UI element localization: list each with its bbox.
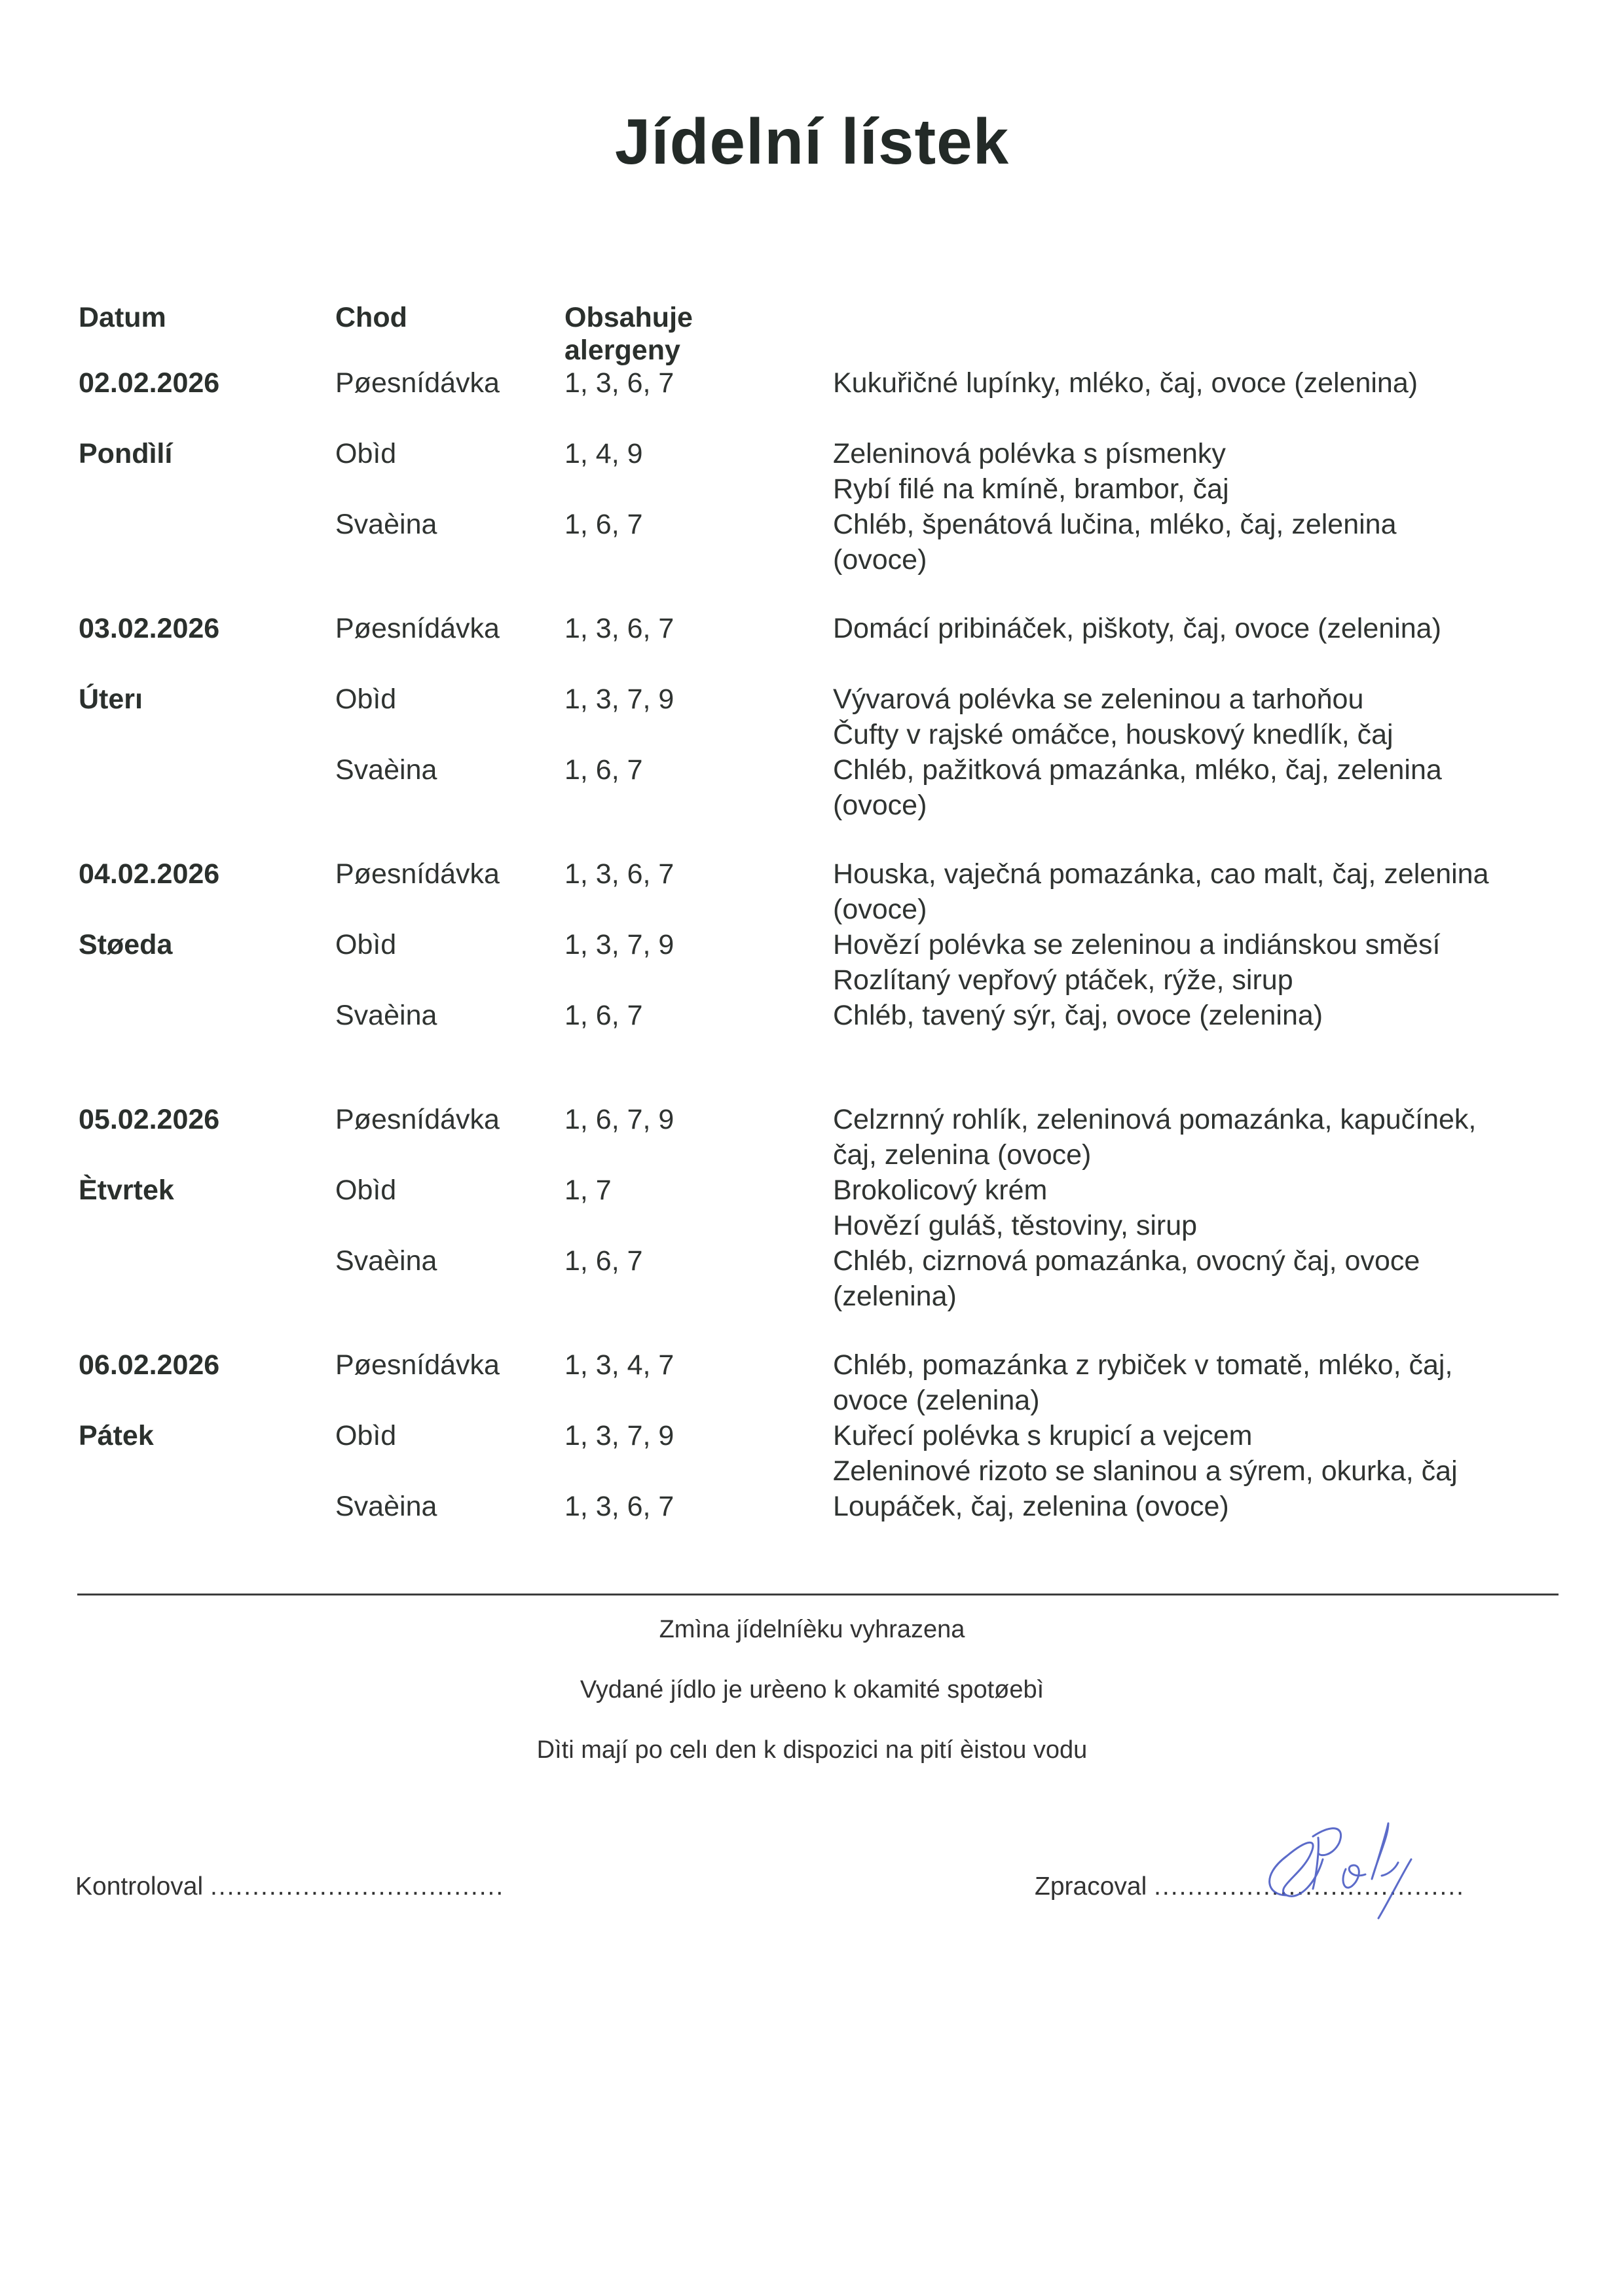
dish-line: (zelenina) xyxy=(833,1281,957,1312)
meal-allergens: 1, 7 xyxy=(564,1175,612,1206)
prepared-by-dots: ..................................... xyxy=(1154,1872,1465,1901)
note-menu-change: Zmìna jídelníèku vyhrazena xyxy=(659,1616,965,1643)
dish-line: Vývarová polévka se zeleninou a tarhoňou xyxy=(833,683,1364,715)
signature-icon xyxy=(1247,1797,1444,1922)
meal-course: Obìd xyxy=(335,1420,397,1451)
dish-line: Brokolicový krém xyxy=(833,1175,1048,1206)
dish-line: Chléb, pažitková pmazánka, mléko, čaj, zelenina xyxy=(833,754,1442,786)
meal-allergens: 1, 3, 6, 7 xyxy=(564,613,674,644)
prepared-by-label: Zpracoval xyxy=(1035,1872,1147,1901)
dish-line: (ovoce) xyxy=(833,894,927,925)
day-date: 02.02.2026 xyxy=(79,367,220,399)
day-weekday: Ètvrtek xyxy=(79,1175,174,1206)
dish-line: Chléb, cizrnová pomazánka, ovocný čaj, ovoce xyxy=(833,1245,1420,1277)
meal-course: Obìd xyxy=(335,683,397,715)
meal-course: Pøesnídávka xyxy=(335,1349,500,1381)
day-date: 06.02.2026 xyxy=(79,1349,220,1381)
day-date: 04.02.2026 xyxy=(79,858,220,890)
day-block xyxy=(79,856,1559,1105)
meal-allergens: 1, 3, 7, 9 xyxy=(564,683,674,715)
day-block xyxy=(79,1347,1559,1596)
meal-course: Pøesnídávka xyxy=(335,1104,500,1135)
dish-line: Zeleninová polévka s písmenky xyxy=(833,438,1226,469)
dish-line: Rybí filé na kmíně, brambor, čaj xyxy=(833,473,1229,505)
dish-line: čaj, zelenina (ovoce) xyxy=(833,1139,1092,1171)
meal-allergens: 1, 3, 6, 7 xyxy=(564,858,674,890)
meal-allergens: 1, 3, 6, 7 xyxy=(564,1491,674,1522)
dish-line: Chléb, pomazánka z rybiček v tomatě, mléko, čaj, xyxy=(833,1349,1453,1381)
dish-line: Hovězí polévka se zeleninou a indiánskou směsí xyxy=(833,929,1441,960)
meal-course: Pøesnídávka xyxy=(335,858,500,890)
meal-course: Pøesnídávka xyxy=(335,367,500,399)
dish-line: Rozlítaný vepřový ptáček, rýže, sirup xyxy=(833,964,1293,996)
meal-dishes xyxy=(833,927,1553,998)
day-weekday: Pondìlí xyxy=(79,438,173,469)
meal-allergens: 1, 6, 7 xyxy=(564,509,643,540)
meal-course: Svaèina xyxy=(335,1000,437,1031)
meal-dishes xyxy=(833,1243,1553,1314)
meal-allergens: 1, 3, 4, 7 xyxy=(564,1349,674,1381)
meal-allergens: 1, 6, 7 xyxy=(564,1000,643,1031)
dish-line: ovoce (zelenina) xyxy=(833,1385,1040,1416)
note-drinking-water: Dìti mají po celı den k dispozici na pití èistou vodu xyxy=(536,1736,1088,1764)
meal-dishes xyxy=(833,611,1553,646)
meal-course: Pøesnídávka xyxy=(335,613,500,644)
dish-line: Loupáček, čaj, zelenina (ovoce) xyxy=(833,1491,1229,1522)
meal-course: Svaèina xyxy=(335,754,437,786)
meal-dishes xyxy=(833,1489,1553,1524)
meal-allergens: 1, 6, 7 xyxy=(564,1245,643,1277)
page-title: Jídelní lístek xyxy=(614,105,1010,177)
header-date: Datum xyxy=(79,302,166,333)
header-allergens: Obsahuje alergeny xyxy=(564,302,693,366)
day-date: 05.02.2026 xyxy=(79,1104,220,1135)
meal-dishes xyxy=(833,1173,1553,1243)
dish-line: Zeleninové rizoto se slaninou a sýrem, okurka, čaj xyxy=(833,1455,1458,1487)
dish-line: (ovoce) xyxy=(833,790,927,821)
meal-allergens: 1, 6, 7 xyxy=(564,754,643,786)
note-immediate-consumption: Vydané jídlo je urèeno k okamité spotøebì xyxy=(580,1676,1044,1704)
meal-dishes xyxy=(833,998,1553,1033)
day-weekday: Støeda xyxy=(79,929,173,960)
checked-by-dots: ................................... xyxy=(210,1872,505,1901)
dish-line: Chléb, tavený sýr, čaj, ovoce (zelenina) xyxy=(833,1000,1323,1031)
dish-line: Hovězí guláš, těstoviny, sirup xyxy=(833,1210,1198,1241)
meal-dishes xyxy=(833,1102,1553,1173)
meal-course: Svaèina xyxy=(335,509,437,540)
checked-by-label: Kontroloval xyxy=(75,1872,204,1901)
meal-dishes xyxy=(833,682,1553,752)
menu-table xyxy=(79,295,1559,1522)
dish-line: (ovoce) xyxy=(833,544,927,575)
day-weekday: Úterı xyxy=(79,683,143,715)
dish-line: Čufty v rajské omáčce, houskový knedlík, čaj xyxy=(833,719,1393,750)
day-block xyxy=(79,1102,1559,1351)
day-date: 03.02.2026 xyxy=(79,613,220,644)
dish-line: Domácí pribináček, piškoty, čaj, ovoce (zelenina) xyxy=(833,613,1441,644)
meal-dishes xyxy=(833,507,1553,577)
meal-course: Svaèina xyxy=(335,1245,437,1277)
meal-course: Obìd xyxy=(335,929,397,960)
meal-allergens: 1, 4, 9 xyxy=(564,438,643,469)
day-block xyxy=(79,365,1559,614)
checked-by-field xyxy=(75,1872,504,1901)
table-header xyxy=(79,295,1559,365)
meal-course: Svaèina xyxy=(335,1491,437,1522)
meal-dishes xyxy=(833,752,1553,823)
meal-dishes xyxy=(833,365,1553,401)
meal-dishes xyxy=(833,436,1553,507)
meal-allergens: 1, 3, 7, 9 xyxy=(564,1420,674,1451)
meal-allergens: 1, 3, 7, 9 xyxy=(564,929,674,960)
dish-line: Houska, vaječná pomazánka, cao malt, čaj, zelenina xyxy=(833,858,1489,890)
header-course: Chod xyxy=(335,302,407,333)
meal-dishes xyxy=(833,1347,1553,1418)
footer-divider xyxy=(77,1594,1559,1595)
footer-notes xyxy=(0,1612,1624,1793)
dish-line: Celzrnný rohlík, zeleninová pomazánka, kapučínek, xyxy=(833,1104,1477,1135)
handwritten-signature xyxy=(1247,1797,1444,1925)
dish-line: Chléb, špenátová lučina, mléko, čaj, zelenina xyxy=(833,509,1397,540)
meal-course: Obìd xyxy=(335,438,397,469)
day-block xyxy=(79,611,1559,860)
meal-dishes xyxy=(833,1418,1553,1489)
day-weekday: Pátek xyxy=(79,1420,154,1451)
dish-line: Kukuřičné lupínky, mléko, čaj, ovoce (zelenina) xyxy=(833,367,1418,399)
meal-allergens: 1, 3, 6, 7 xyxy=(564,367,674,399)
meal-allergens: 1, 6, 7, 9 xyxy=(564,1104,674,1135)
dish-line: Kuřecí polévka s krupicí a vejcem xyxy=(833,1420,1253,1451)
meal-dishes xyxy=(833,856,1553,927)
meal-course: Obìd xyxy=(335,1175,397,1206)
